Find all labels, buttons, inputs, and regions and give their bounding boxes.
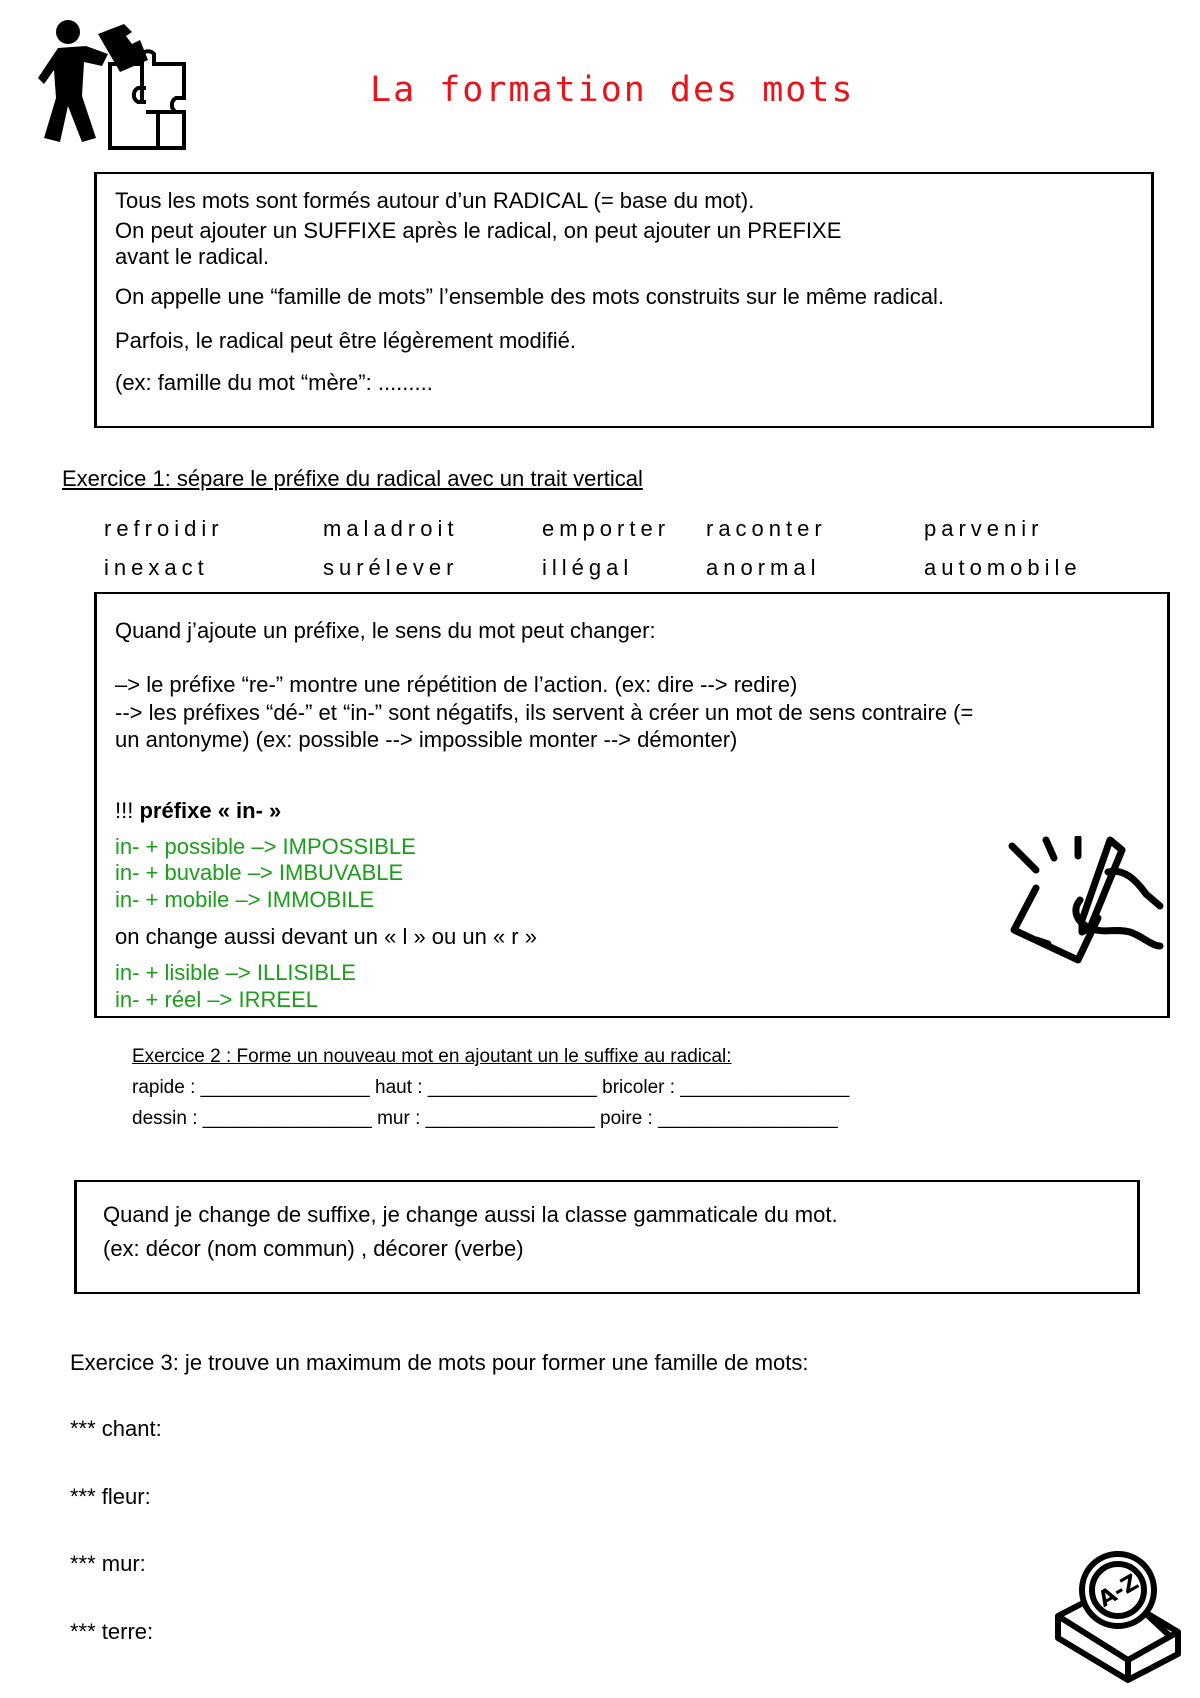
family-item: *** mur:	[70, 1551, 146, 1576]
dictionary-az-icon	[1048, 1546, 1188, 1686]
box1-line6: (ex: famille du mot “mère”: .........	[115, 370, 433, 395]
ex1-word: inexact	[104, 555, 209, 580]
box1-line2: On peut ajouter un SUFFIXE après le radical, on peut ajouter un PREFIXE	[115, 218, 842, 243]
box2-line6: on change aussi devant un « l » ou un « r »	[115, 924, 537, 949]
family-item: *** terre:	[70, 1619, 154, 1644]
ex1-word: refroidir	[104, 516, 224, 541]
box3-line1: Quand je change de suffixe, je change aussi la classe gammaticale du mot.	[103, 1202, 838, 1227]
box2-prefix-label: préfixe « in- »	[139, 798, 282, 823]
ex1-word: illégal	[542, 555, 634, 580]
page-title: La formation des mots	[370, 70, 855, 110]
box2-rule-heading	[115, 798, 281, 824]
exercise2-line2: dessin : ________________ mur : ________________ poire : _________________	[132, 1108, 838, 1129]
box1-line5: Parfois, le radical peut être légèrement modifié.	[115, 328, 577, 353]
box2-line2: –> le préfixe “re-” montre une répétition de l’action. (ex: dire --> redire)	[115, 672, 798, 697]
definition-box	[94, 172, 1154, 428]
ex1-word: raconter	[706, 516, 827, 541]
box1-line1: Tous les mots sont formés autour d’un RADICAL (= base du mot).	[115, 188, 755, 213]
example-green: in- + mobile –> IMMOBILE	[115, 887, 375, 912]
ex1-word: emporter	[542, 516, 671, 541]
box2-exclaim: !!!	[115, 798, 140, 823]
exercise2-line1: rapide : ________________ haut : ________________ bricoler : ________________	[132, 1077, 850, 1098]
ex1-word: anormal	[706, 555, 821, 580]
box1-line4: On appelle une “famille de mots” l’ensemble des mots construits sur le même radical.	[115, 284, 945, 309]
exercise1-title: Exercice 1: sépare le préfixe du radical avec un trait vertical	[62, 466, 643, 491]
suffix-box	[74, 1180, 1140, 1294]
box2-line1: Quand j’ajoute un préfixe, le sens du mot peut changer:	[115, 618, 656, 643]
box3-line2: (ex: décor (nom commun) , décorer (verbe)	[103, 1236, 524, 1261]
ex1-word: surélever	[323, 555, 459, 580]
svg-text:A-Z: A-Z	[1094, 1569, 1144, 1613]
ex1-word: automobile	[924, 555, 1082, 580]
exercise3-title: Exercice 3: je trouve un maximum de mots pour former une famille de mots:	[70, 1350, 809, 1375]
box2-line3: --> les préfixes “dé-” et “in-” sont négatifs, ils servent à créer un mot de sens contraire (=	[115, 700, 974, 725]
example-green: in- + réel –> IRREEL	[115, 987, 318, 1012]
family-item: *** fleur:	[70, 1484, 151, 1509]
ex1-word: maladroit	[323, 516, 459, 541]
example-green: in- + lisible –> ILLISIBLE	[115, 960, 356, 985]
ex1-word: parvenir	[924, 516, 1044, 541]
person-puzzle-icon	[38, 14, 213, 154]
example-green: in- + buvable –> IMBUVABLE	[115, 860, 404, 885]
family-item: *** chant:	[70, 1416, 162, 1441]
exercise2-title: Exercice 2 : Forme un nouveau mot en ajoutant un le suffixe au radical:	[132, 1046, 732, 1067]
box1-line3: avant le radical.	[115, 244, 270, 269]
hand-writing-icon	[1006, 836, 1166, 970]
box2-line4: un antonyme) (ex: possible --> impossible monter --> démonter)	[115, 727, 738, 752]
example-green: in- + possible –> IMPOSSIBLE	[115, 834, 416, 859]
